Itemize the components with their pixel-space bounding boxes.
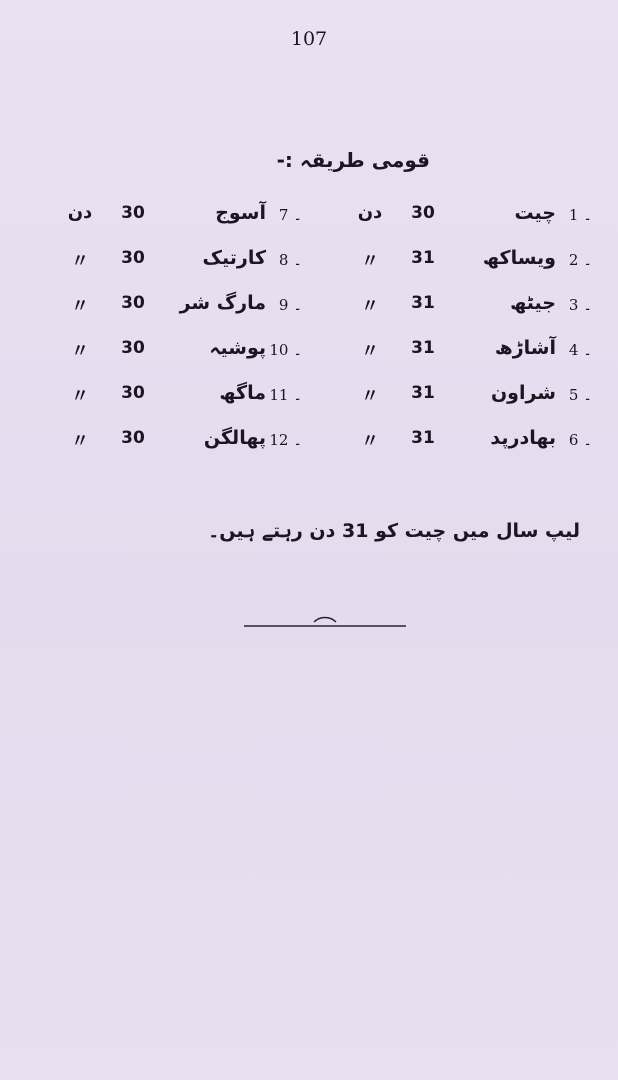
month-number: 12 ۔ bbox=[269, 431, 302, 449]
days-unit: 〃 bbox=[71, 251, 89, 272]
months-column-left bbox=[32, 198, 302, 468]
month-days: 31 bbox=[411, 428, 435, 448]
days-unit: 〃 bbox=[361, 296, 379, 317]
month-name: شراون bbox=[490, 382, 556, 404]
days-unit: 〃 bbox=[71, 341, 89, 362]
month-number: 2 ۔ bbox=[568, 251, 592, 269]
month-days: 31 bbox=[411, 383, 435, 403]
month-name: کارتیک bbox=[202, 247, 266, 269]
month-row bbox=[32, 198, 302, 243]
month-row bbox=[322, 333, 592, 378]
days-unit: 〃 bbox=[361, 431, 379, 452]
month-row bbox=[322, 288, 592, 333]
month-name: بھادرپد bbox=[490, 427, 556, 449]
month-days: 30 bbox=[121, 338, 145, 358]
section-heading: قومی طریقہ :- bbox=[276, 148, 430, 172]
page-number: 107 bbox=[290, 28, 328, 50]
month-name: ویساکھ bbox=[482, 247, 556, 269]
month-number: 8 ۔ bbox=[278, 251, 302, 269]
section-end-ornament bbox=[244, 612, 406, 632]
month-number: 3 ۔ bbox=[568, 296, 592, 314]
month-name: چیت bbox=[514, 202, 556, 224]
month-number: 5 ۔ bbox=[568, 386, 592, 404]
month-number: 11 ۔ bbox=[269, 386, 302, 404]
month-name: پھالگن bbox=[203, 427, 266, 449]
month-name: آسوج bbox=[215, 202, 266, 224]
days-unit: 〃 bbox=[361, 341, 379, 362]
month-days: 31 bbox=[411, 248, 435, 268]
month-row bbox=[322, 243, 592, 288]
month-days: 30 bbox=[121, 293, 145, 313]
days-unit: 〃 bbox=[71, 296, 89, 317]
month-number: 7 ۔ bbox=[278, 206, 302, 224]
month-row bbox=[322, 198, 592, 243]
month-row bbox=[32, 423, 302, 468]
days-unit: 〃 bbox=[361, 251, 379, 272]
days-unit: دن bbox=[357, 202, 383, 223]
month-days: 30 bbox=[411, 203, 435, 223]
month-row bbox=[32, 243, 302, 288]
month-number: 4 ۔ bbox=[568, 341, 592, 359]
month-number: 9 ۔ bbox=[278, 296, 302, 314]
month-row bbox=[322, 378, 592, 423]
months-column-right bbox=[322, 198, 592, 468]
month-days: 31 bbox=[411, 338, 435, 358]
month-days: 30 bbox=[121, 383, 145, 403]
month-row bbox=[32, 333, 302, 378]
month-name: آشاڑھ bbox=[494, 337, 556, 359]
month-name: پوشیہ bbox=[209, 337, 266, 359]
month-row bbox=[322, 423, 592, 468]
month-name: مارگ شر bbox=[179, 292, 266, 314]
month-number: 6 ۔ bbox=[568, 431, 592, 449]
days-unit: 〃 bbox=[71, 431, 89, 452]
days-unit: 〃 bbox=[361, 386, 379, 407]
month-days: 31 bbox=[411, 293, 435, 313]
days-unit: دن bbox=[67, 202, 93, 223]
month-row bbox=[32, 378, 302, 423]
month-name: جیٹھ bbox=[510, 292, 556, 314]
month-name: ماگھ bbox=[219, 382, 266, 404]
month-days: 30 bbox=[121, 248, 145, 268]
month-number: 10 ۔ bbox=[269, 341, 302, 359]
month-days: 30 bbox=[121, 428, 145, 448]
month-row bbox=[32, 288, 302, 333]
days-unit: 〃 bbox=[71, 386, 89, 407]
leap-year-note: لیپ سال میں چیت کو 31 دن رہتے ہیں۔ bbox=[208, 520, 580, 542]
month-number: 1 ۔ bbox=[568, 206, 592, 224]
month-days: 30 bbox=[121, 203, 145, 223]
